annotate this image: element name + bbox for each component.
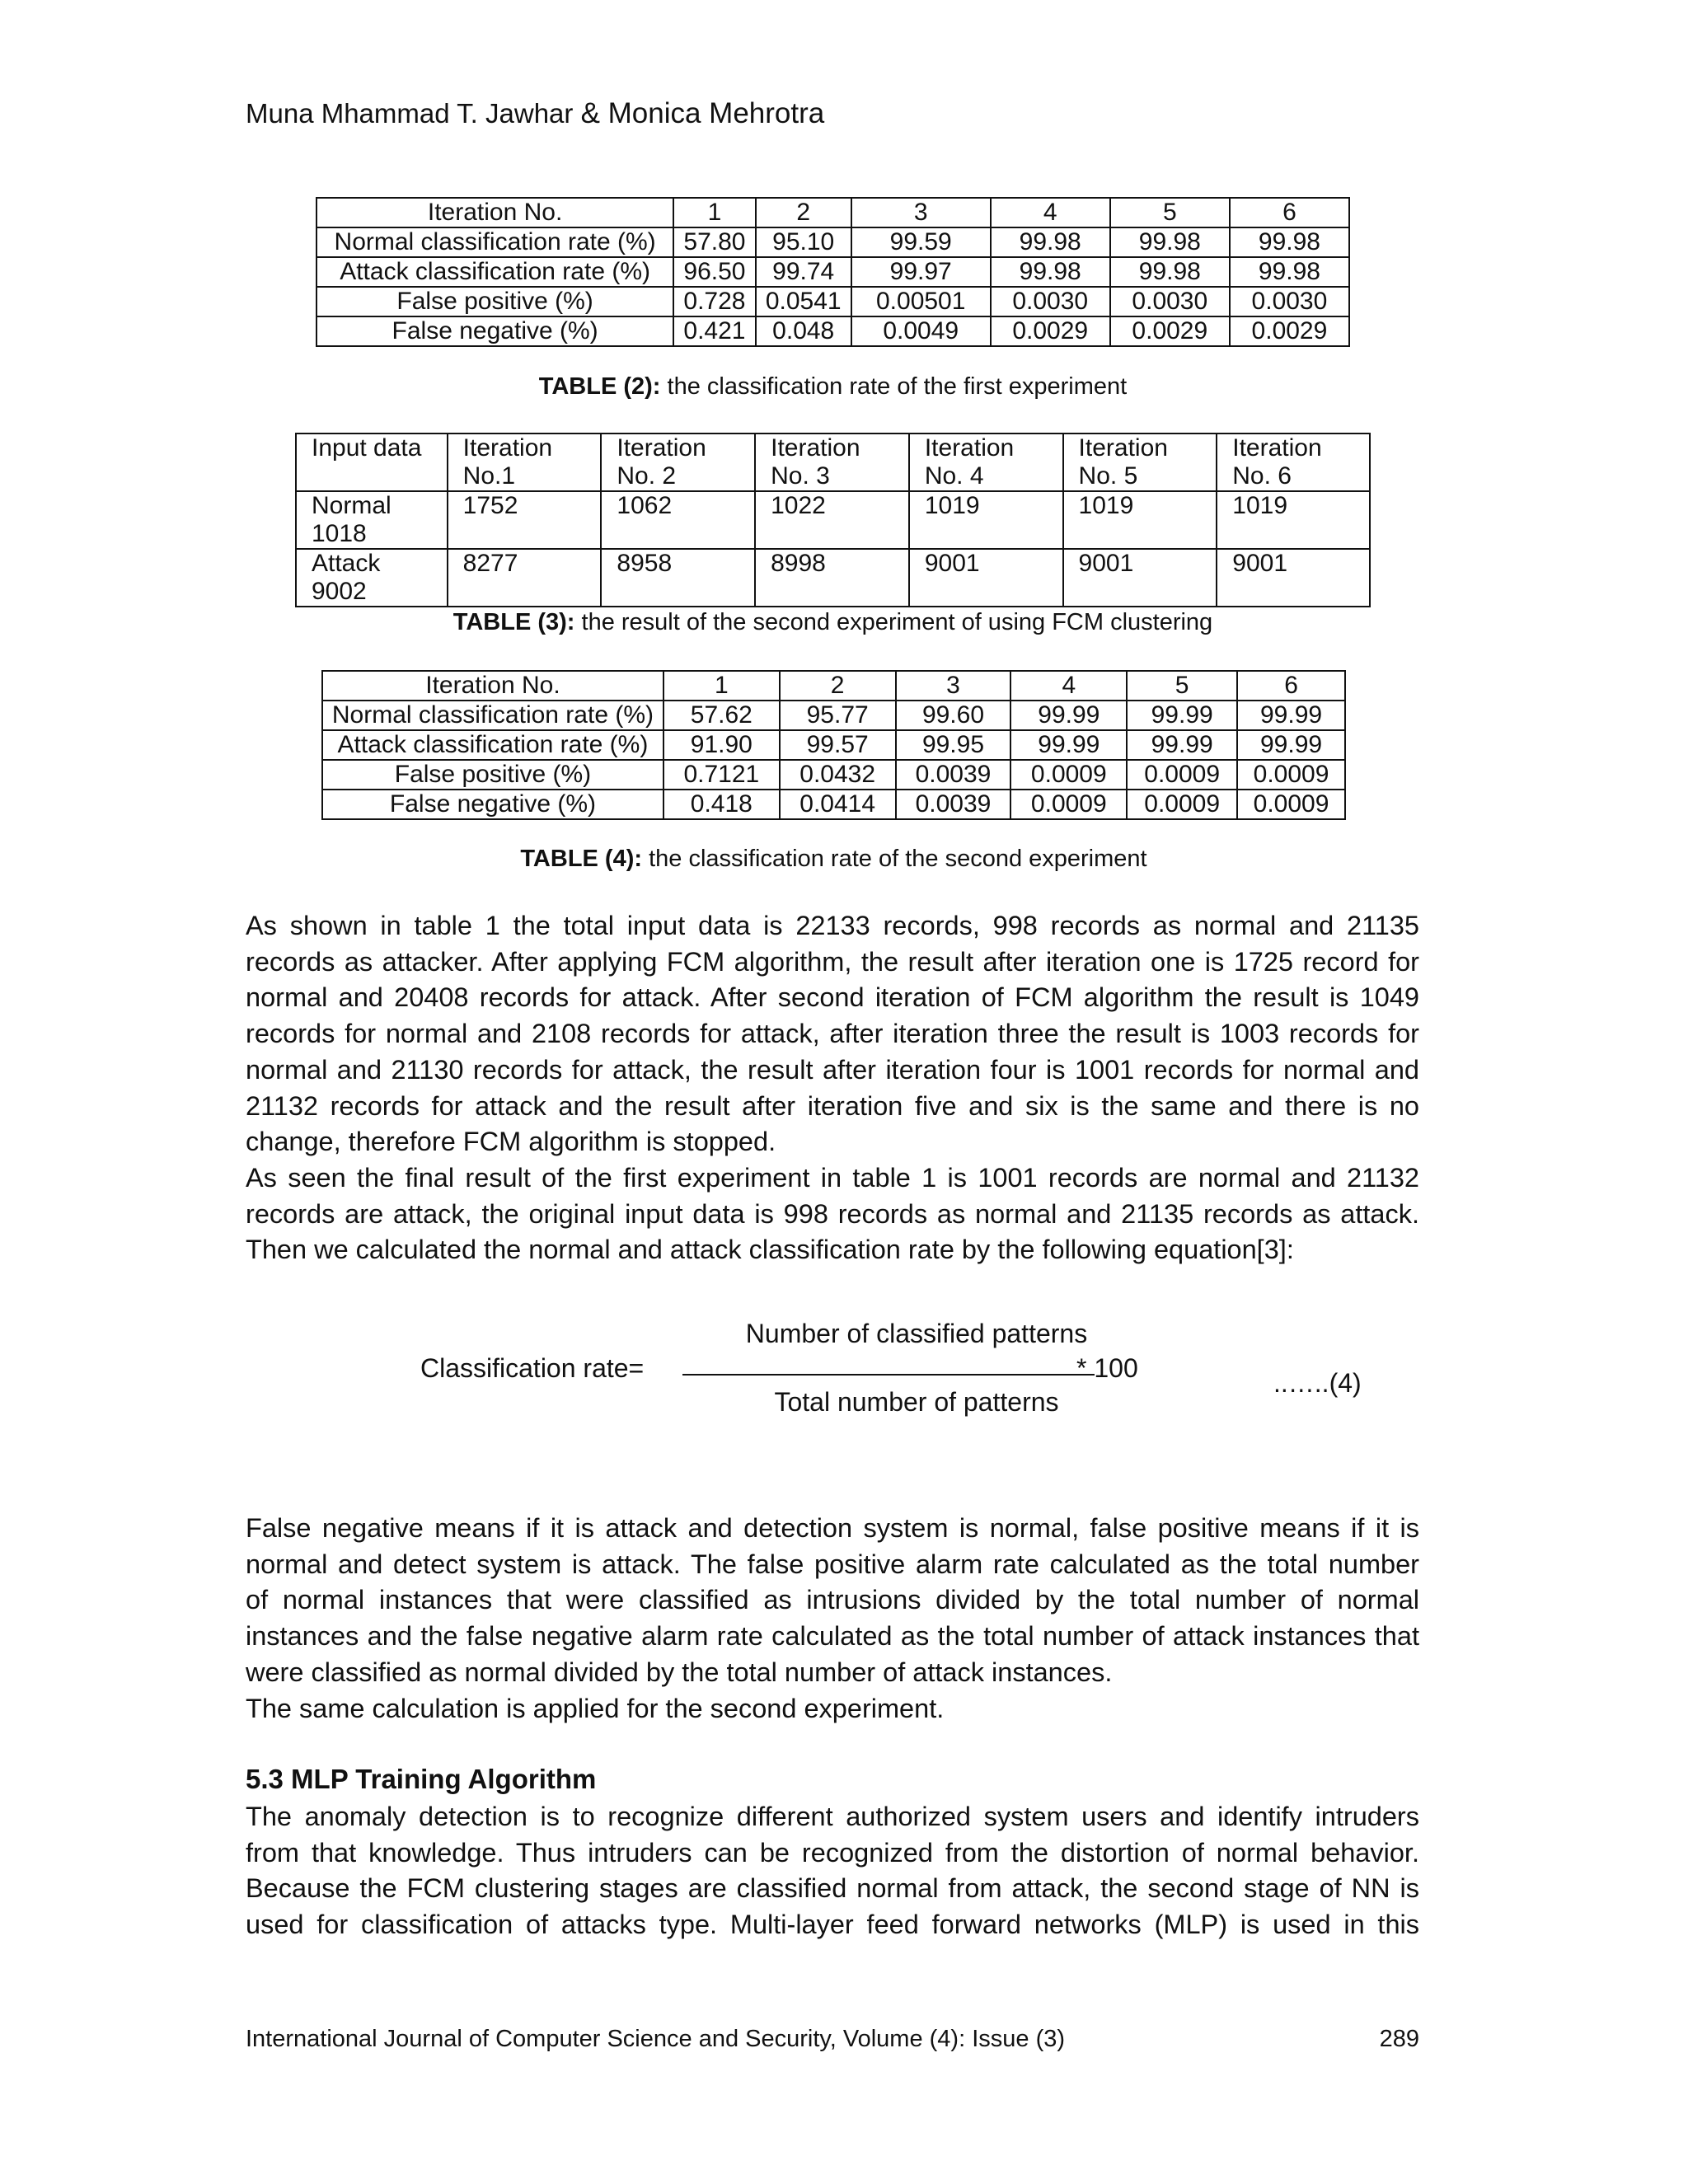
equation-numerator: Number of classified patterns — [745, 1319, 1088, 1348]
paragraph-results-experiment-1 — [246, 908, 1419, 1160]
table-cell: 0.0009 — [1237, 760, 1345, 790]
table-cell: 0.0541 — [756, 287, 851, 316]
table-cell: 0.0030 — [1110, 287, 1230, 316]
caption-label: TABLE (2): — [538, 373, 661, 400]
table-row — [316, 257, 1349, 287]
table-cell: 8277 — [448, 549, 602, 607]
row-label: False negative (%) — [316, 316, 673, 346]
text-line: False negative means if it is attack and detection system is normal, false positive means if it is — [246, 1513, 1419, 1543]
table-cell: 0.0432 — [780, 760, 896, 790]
table-header-cell: Input data — [296, 434, 448, 491]
row-label: Normal classification rate (%) — [322, 701, 663, 730]
text-line: Because the FCM clustering stages are classified normal from attack, the second stage of NN is — [246, 1873, 1419, 1904]
table-header-cell: Iteration No. 6 — [1217, 434, 1370, 491]
table-header-cell: Iteration No. 3 — [755, 434, 909, 491]
table-cell: 0.0030 — [1230, 287, 1349, 316]
text-line: normal and detect system is attack. The false positive alarm rate calculated as the total number — [246, 1549, 1419, 1579]
table-cell: 99.99 — [1127, 701, 1237, 730]
table-cell: 99.99 — [1237, 730, 1345, 760]
table-cell: 0.0009 — [1127, 790, 1237, 819]
table-cell: 9001 — [909, 549, 1063, 607]
table-header-cell: Iteration No. 5 — [1063, 434, 1217, 491]
row-label: Attack classification rate (%) — [322, 730, 663, 760]
table-cell: 0.0030 — [991, 287, 1110, 316]
table-header-cell: 3 — [896, 671, 1011, 701]
equation-multiplier: * 100 — [1076, 1353, 1138, 1383]
table-row — [322, 790, 1345, 819]
caption-text: the classification rate of the first experiment — [660, 373, 1128, 400]
text-line: instances and the false negative alarm rate calculated as the total number of attack instances that — [246, 1621, 1419, 1652]
equation-fraction-bar — [682, 1374, 1095, 1376]
row-label: Normal 1018 — [296, 491, 448, 549]
table-cell: 99.99 — [1127, 730, 1237, 760]
table-row — [322, 760, 1345, 790]
table-cell: 95.77 — [780, 701, 896, 730]
table-cell: 1752 — [448, 491, 602, 549]
table-cell: 1019 — [1063, 491, 1217, 549]
row-label: False positive (%) — [322, 760, 663, 790]
caption-label: TABLE (4): — [520, 846, 643, 872]
table-cell: 0.0039 — [896, 790, 1011, 819]
table-cell: 0.0009 — [1127, 760, 1237, 790]
table-header-cell: 5 — [1127, 671, 1237, 701]
table-cell: 0.0029 — [991, 316, 1110, 346]
row-label: Normal classification rate (%) — [316, 227, 673, 257]
table-cell: 99.99 — [1237, 701, 1345, 730]
table-cell: 0.048 — [756, 316, 851, 346]
table-cell: 0.0009 — [1010, 760, 1127, 790]
table-cell: 1019 — [1217, 491, 1370, 549]
text-line: records for normal and 2108 records for attack, after iteration three the result is 1003 records for — [246, 1019, 1419, 1049]
table-header-cell: Iteration No. 4 — [909, 434, 1063, 491]
table-3 — [295, 433, 1371, 607]
table-2-caption — [316, 373, 1350, 401]
text-line: The anomaly detection is to recognize different authorized system users and identify intruders — [246, 1802, 1419, 1831]
row-label: False negative (%) — [322, 790, 663, 819]
table-cell: 99.98 — [991, 257, 1110, 287]
paragraph-false-rates — [246, 1511, 1419, 1691]
table-cell: 0.0029 — [1230, 316, 1349, 346]
table-cell: 1062 — [601, 491, 755, 549]
table-header-row — [296, 434, 1370, 491]
section-heading: 5.3 MLP Training Algorithm — [246, 1764, 597, 1794]
table-row — [296, 491, 1370, 549]
table-header-cell: 2 — [756, 198, 851, 227]
table-header-cell: Iteration No.1 — [448, 434, 602, 491]
footer-journal: International Journal of Computer Science and Security, Volume (4): Issue (3) — [246, 2026, 1066, 2052]
table-header-cell: 1 — [673, 198, 755, 227]
table-header-cell: 2 — [780, 671, 896, 701]
text-line: normal and 20408 records for attack. After second iteration of FCM algorithm the result is 1049 — [246, 982, 1419, 1013]
table-cell: 0.421 — [673, 316, 755, 346]
table-cell: 99.97 — [851, 257, 991, 287]
caption-text: the classification rate of the second experiment — [642, 846, 1147, 872]
table-4 — [321, 670, 1346, 820]
table-cell: 9001 — [1063, 549, 1217, 607]
text-line: used for classification of attacks type. Multi-layer feed forward networks (MLP) is used in this — [246, 1910, 1419, 1940]
row-label: False positive (%) — [316, 287, 673, 316]
text-line: Then we calculated the normal and attack classification rate by the following equation[3]: — [246, 1235, 1294, 1265]
paragraph-mlp-intro — [246, 1799, 1419, 1943]
header-authors-first: Muna Mhammad T. Jawhar — [246, 98, 581, 129]
running-header — [246, 97, 824, 130]
equation-number: ..…..(4) — [1273, 1368, 1362, 1398]
table-header-row — [316, 198, 1349, 227]
table-cell: 99.98 — [1230, 257, 1349, 287]
table-row — [322, 730, 1345, 760]
table-header-cell: 6 — [1237, 671, 1345, 701]
table-header-cell: 4 — [991, 198, 1110, 227]
row-label: Attack classification rate (%) — [316, 257, 673, 287]
table-cell: 0.0049 — [851, 316, 991, 346]
table-cell: 91.90 — [663, 730, 780, 760]
paragraph-final-result — [246, 1160, 1419, 1268]
paragraph-same-calculation — [246, 1691, 1419, 1727]
table-cell: 99.98 — [1230, 227, 1349, 257]
table-header-cell: 6 — [1230, 198, 1349, 227]
table-row — [316, 287, 1349, 316]
equation-denominator: Total number of patterns — [774, 1387, 1059, 1417]
table-cell: 57.62 — [663, 701, 780, 730]
caption-label: TABLE (3): — [452, 609, 575, 635]
text-line: of normal instances that were classified as intrusions divided by the total number of normal — [246, 1585, 1419, 1615]
table-cell: 99.98 — [991, 227, 1110, 257]
text-line: change, therefore FCM algorithm is stopped. — [246, 1127, 776, 1157]
table-cell: 99.57 — [780, 730, 896, 760]
table-header-cell: 5 — [1110, 198, 1230, 227]
table-4-caption — [321, 846, 1346, 873]
table-cell: 0.0029 — [1110, 316, 1230, 346]
table-cell: 99.95 — [896, 730, 1011, 760]
table-cell: 99.59 — [851, 227, 991, 257]
page-number: 289 — [1379, 2026, 1419, 2052]
table-header-cell: Iteration No. — [322, 671, 663, 701]
table-cell: 95.10 — [756, 227, 851, 257]
table-cell: 9001 — [1217, 549, 1370, 607]
table-cell: 1022 — [755, 491, 909, 549]
table-cell: 8958 — [601, 549, 755, 607]
table-cell: 0.728 — [673, 287, 755, 316]
caption-text: the result of the second experiment of using FCM clustering — [574, 609, 1213, 635]
table-cell: 0.0039 — [896, 760, 1011, 790]
table-row — [322, 701, 1345, 730]
text-line: As seen the final result of the first experiment in table 1 is 1001 records are normal and 21132 — [246, 1163, 1419, 1193]
table-cell: 0.00501 — [851, 287, 991, 316]
table-cell: 8998 — [755, 549, 909, 607]
equation-label: Classification rate= — [420, 1353, 645, 1383]
table-cell: 99.98 — [1110, 227, 1230, 257]
row-label: Attack 9002 — [296, 549, 448, 607]
table-cell: 0.0009 — [1010, 790, 1127, 819]
table-header-cell: 3 — [851, 198, 991, 227]
table-cell: 0.418 — [663, 790, 780, 819]
table-cell: 0.7121 — [663, 760, 780, 790]
table-cell: 99.99 — [1010, 730, 1127, 760]
table-cell: 0.0009 — [1237, 790, 1345, 819]
text-line: 21132 records for attack and the result after iteration five and six is the same and there is no — [246, 1090, 1419, 1121]
text-line: from that knowledge. Thus intruders can be recognized from the distortion of normal behavior. — [246, 1837, 1419, 1868]
table-cell: 0.0414 — [780, 790, 896, 819]
table-cell: 1019 — [909, 491, 1063, 549]
table-cell: 99.99 — [1010, 701, 1127, 730]
table-header-cell: Iteration No. 2 — [601, 434, 755, 491]
table-header-row — [322, 671, 1345, 701]
table-cell: 99.74 — [756, 257, 851, 287]
table-row — [316, 316, 1349, 346]
text-line: normal and 21130 records for attack, the result after iteration four is 1001 records for normal and — [246, 1054, 1419, 1085]
table-header-cell: Iteration No. — [316, 198, 673, 227]
text-line: records as attacker. After applying FCM algorithm, the result after iteration one is 1725 record for — [246, 946, 1419, 977]
table-row — [316, 227, 1349, 257]
table-row — [296, 549, 1370, 607]
text-line: records are attack, the original input data is 998 records as normal and 21135 records as attack. — [246, 1198, 1419, 1229]
table-cell: 99.60 — [896, 701, 1011, 730]
table-cell: 99.98 — [1110, 257, 1230, 287]
text-line: As shown in table 1 the total input data is 22133 records, 998 records as normal and 21135 — [246, 911, 1419, 940]
table-header-cell: 4 — [1010, 671, 1127, 701]
table-cell: 57.80 — [673, 227, 755, 257]
header-authors-second: & Monica Mehrotra — [580, 97, 825, 129]
table-header-cell: 1 — [663, 671, 780, 701]
text-line: were classified as normal divided by the total number of attack instances. — [246, 1657, 1113, 1687]
table-2 — [316, 197, 1350, 347]
text-line: The same calculation is applied for the second experiment. — [246, 1694, 945, 1723]
table-3-caption — [295, 609, 1371, 636]
table-cell: 96.50 — [673, 257, 755, 287]
